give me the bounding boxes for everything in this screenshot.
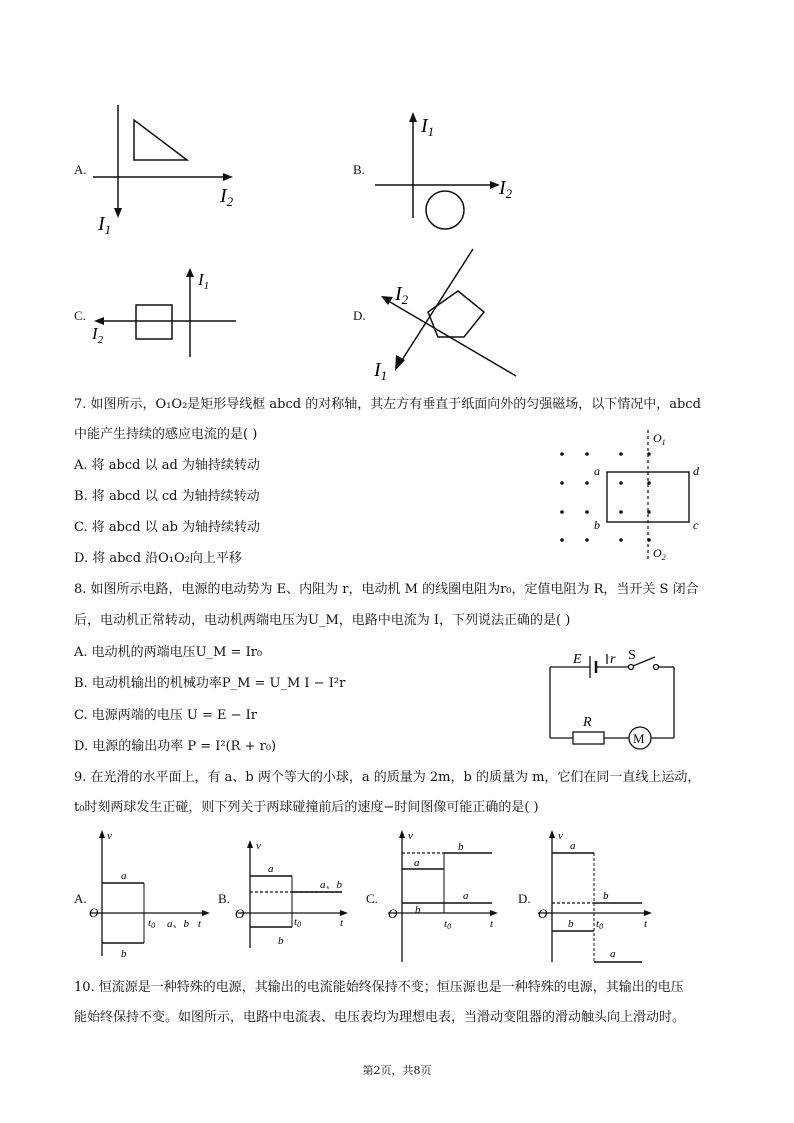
svg-text:a: a <box>463 890 469 902</box>
q7-label-o1: O <box>653 431 662 445</box>
svg-text:b: b <box>121 948 127 960</box>
q8-option-c: C. 电源两端的电压 U = E − Ir <box>74 708 257 723</box>
q8-circuit-figure <box>540 642 690 754</box>
svg-text:t: t <box>340 917 344 929</box>
q9-stem-line-1: 9. 在光滑的水平面上，有 a、b 两个等大的小球，a 的质量为 2m，b 的质量为 m，它们在同一直线上运动， <box>74 770 701 785</box>
q7-option-d: D. 将 abcd 沿O₁O₂向上平移 <box>74 551 242 566</box>
q7-label-o2: O <box>653 546 662 560</box>
q7-label-b: b <box>594 518 600 532</box>
q6-option-c-figure <box>88 265 248 365</box>
q9-option-c-letter: C. <box>366 891 378 906</box>
q6-option-b-letter: B. <box>353 162 365 177</box>
q6-option-b-figure <box>370 108 530 238</box>
svg-text:b: b <box>278 935 284 947</box>
q6-b-axis-v: I <box>421 115 428 137</box>
q9-option-b-letter: B. <box>218 891 230 906</box>
q6-option-d-figure <box>368 242 528 384</box>
svg-text:b: b <box>458 841 464 853</box>
svg-text:O: O <box>235 906 245 921</box>
svg-text:a、b: a、b <box>320 879 342 891</box>
q7-magnetic-field-figure <box>550 428 710 568</box>
svg-text:t0: t0 <box>148 917 156 930</box>
q9-stem-line-2: t₀时刻两球发生正碰，则下列关于两球碰撞前后的速度−时间图像可能正确的是( ) <box>74 800 539 815</box>
q10-stem-line-1: 10. 恒流源是一种特殊的电源，其输出的电流能始终保持不变；恒压源也是一种特殊的电源，其输出的电压 <box>74 980 684 995</box>
svg-text:O: O <box>89 905 99 920</box>
q8-stem-line-2: 后，电动机正常转动，电动机两端电压为U_M，电路中电流为 I，下列说法正确的是( ) <box>74 613 571 628</box>
q7-option-a: A. 将 abcd 以 ad 为轴持续转动 <box>74 458 260 473</box>
svg-text:t: t <box>490 918 494 930</box>
svg-text:t0: t0 <box>294 916 302 929</box>
svg-text:t0: t0 <box>596 918 604 931</box>
svg-text:I1: $I_1$ <box>198 270 210 292</box>
svg-text:I1: $I_1$ <box>98 213 112 237</box>
q8-motor-label: M <box>633 731 645 746</box>
q7-label-a: a <box>594 464 600 478</box>
svg-text:v: v <box>558 830 563 842</box>
q7-option-b: B. 将 abcd 以 cd 为轴持续转动 <box>74 489 260 504</box>
q6-c-axis-h: I <box>92 324 98 343</box>
svg-text:O2: $O_2$ <box>653 546 666 562</box>
q6-option-a-figure <box>90 100 250 240</box>
svg-text:a: a <box>610 948 616 960</box>
q6-option-c-letter: C. <box>74 308 86 323</box>
q7-label-c: c <box>693 518 699 532</box>
q6-d-axis-v: I <box>374 359 381 381</box>
svg-text:O: O <box>388 906 398 921</box>
q6-option-d-letter: D. <box>353 308 366 323</box>
page-number: 第2页，共8页 <box>362 1064 432 1077</box>
svg-text:b: b <box>415 904 421 916</box>
svg-text:O1: $O_1$ <box>653 431 666 447</box>
q10-stem-line-2: 能始终保持不变。如图所示，电路中电流表、电压表均为理想电表，当滑动变阻器的滑动触头向上滑动时。 <box>74 1010 686 1025</box>
q8-option-a: A. 电动机的两端电压U_M = Ir₀ <box>74 645 263 660</box>
q8-stem-line-1: 8. 如图所示电路，电源的电动势为 E、内阻为 r，电动机 M 的线圈电阻为r₀，定值电阻为 R，当开关 S 闭合 <box>74 582 699 597</box>
svg-text:I2: $I_2$ <box>499 177 513 201</box>
q8-option-d: D. 电源的输出功率 P = I²(R + r₀) <box>74 739 277 754</box>
svg-text:I2: $I_2$ <box>220 185 234 209</box>
svg-text:a、b: a、b <box>167 918 189 930</box>
q7-stem-line-1: 7. 如图所示，O₁O₂是矩形导线框 abcd 的对称轴，其左方有垂直于纸面向外的匀强磁场，以下情况中，abcd <box>74 397 701 412</box>
svg-text:a: a <box>414 857 420 869</box>
svg-text:I1: $I_1$ <box>421 115 435 139</box>
q8-option-b: B. 电动机输出的机械功率P_M = U_M I − I²r <box>74 676 346 691</box>
q9-graph-a <box>86 826 214 966</box>
q8-label-s: S <box>628 648 636 663</box>
q9-option-d-letter: D. <box>518 891 531 906</box>
q7-option-c: C. 将 abcd 以 ab 为轴持续转动 <box>74 520 261 535</box>
svg-text:a: a <box>121 870 127 882</box>
q6-d-axis-h: I <box>395 283 402 305</box>
svg-text:v: v <box>256 840 261 852</box>
svg-text:O: O <box>538 906 548 921</box>
q9-graph-d <box>530 826 660 966</box>
q7-stem-line-2: 中能产生持续的感应电流的是( ) <box>74 427 258 442</box>
svg-text:b: b <box>568 918 574 930</box>
svg-text:I2: $I_2$ <box>92 324 104 346</box>
svg-text:t: t <box>198 918 202 930</box>
q6-c-axis-v: I <box>198 270 204 289</box>
q8-label-r: r <box>610 652 616 667</box>
q9-graph-c <box>380 826 508 966</box>
q6-a-axis-v: I <box>98 213 105 235</box>
svg-text:a: a <box>268 863 274 875</box>
svg-text:a: a <box>570 840 576 852</box>
q7-label-d: d <box>693 464 699 478</box>
svg-text:v: v <box>107 830 112 842</box>
svg-text:I2: $I_2$ <box>395 283 409 307</box>
svg-text:t0: t0 <box>444 918 452 931</box>
q8-label-e: E <box>573 652 582 667</box>
q6-option-a-letter: A. <box>74 162 87 177</box>
q9-option-a-letter: A. <box>74 891 87 906</box>
q6-a-axis-h: I <box>220 185 227 207</box>
q9-graph-b <box>230 836 358 952</box>
svg-text:t: t <box>644 918 648 930</box>
q8-label-resistor: R <box>583 715 592 730</box>
svg-text:v: v <box>408 830 413 842</box>
svg-text:b: b <box>603 890 609 902</box>
svg-text:I1: $I_1$ <box>374 359 388 383</box>
q6-b-axis-h: I <box>499 177 506 199</box>
